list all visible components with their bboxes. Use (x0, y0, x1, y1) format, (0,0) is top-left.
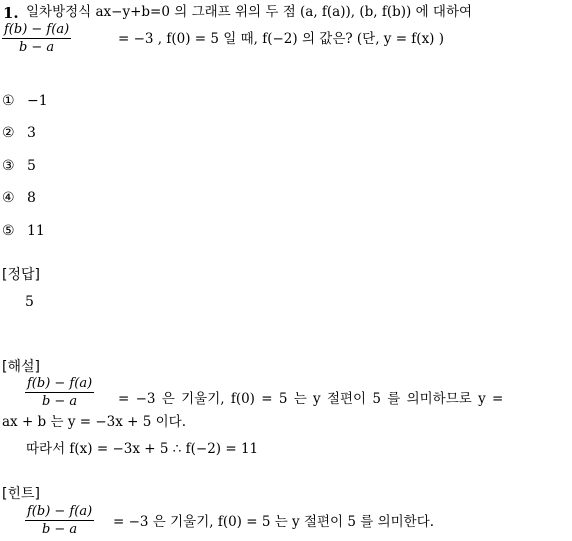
choice-text: 11 (27, 223, 45, 239)
choice-2[interactable] (2, 126, 36, 140)
choice-mark: ② (2, 125, 15, 141)
fraction-numerator: f(b) − f(a) (27, 504, 93, 519)
explanation-line3: 따라서 f(x) = −3x + 5 ∴ f(−2) = 11 (26, 441, 259, 457)
explanation-header: [해설] (2, 359, 40, 375)
choice-text: 5 (27, 158, 36, 174)
choice-mark: ① (2, 93, 15, 109)
question-fraction (2, 23, 71, 54)
explanation-fraction (25, 377, 94, 408)
fraction-numerator: f(b) − f(a) (4, 22, 70, 37)
fraction-denominator: b − a (41, 394, 78, 409)
fraction-denominator: b − a (18, 40, 55, 55)
choice-mark: ⑤ (2, 223, 15, 239)
explanation-line1: = −3 은 기울기, f(0) = 5 는 y 절편이 5 를 의미하므로 y = (118, 391, 504, 407)
choice-text: −1 (27, 93, 48, 109)
answer-value: 5 (25, 294, 34, 310)
choice-text: 3 (27, 125, 36, 141)
choice-mark: ④ (2, 190, 15, 206)
hint-line1: = −3 은 기울기, f(0) = 5 는 y 절편이 5 를 의미한다. (113, 514, 435, 530)
question-number: 1. (3, 4, 19, 22)
choice-1[interactable] (2, 94, 48, 108)
answer-header: [정답] (2, 267, 40, 283)
hint-header: [힌트] (2, 486, 40, 502)
fraction-denominator: b − a (41, 522, 78, 537)
question-stem-line1: 일차방정식 ax−y+b=0 의 그래프 위의 두 점 (a, f(a)), (b, f(b)) 에 대하여 (26, 4, 473, 20)
hint-fraction (25, 505, 94, 536)
choice-3[interactable] (2, 159, 36, 173)
explanation-line2: ax + b 는 y = −3x + 5 이다. (2, 414, 187, 430)
choice-mark: ③ (2, 158, 15, 174)
choice-text: 8 (27, 190, 36, 206)
choice-4[interactable] (2, 191, 36, 205)
fraction-numerator: f(b) − f(a) (27, 376, 93, 391)
question-stem-line2: = −3 , f(0) = 5 일 때, f(−2) 의 값은? (단, y = f(x) ) (118, 31, 445, 47)
choice-5[interactable] (2, 224, 45, 238)
